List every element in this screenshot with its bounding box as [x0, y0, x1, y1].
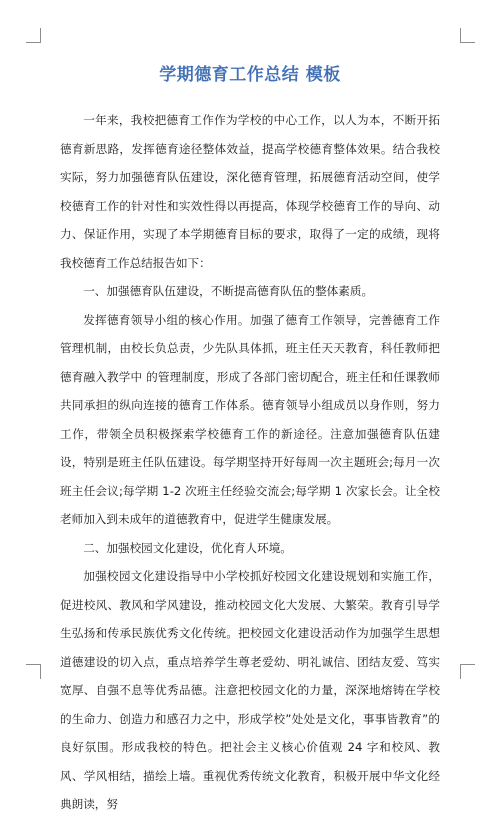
crop-mark-top-left: [26, 28, 41, 43]
crop-mark-top-right: [460, 28, 475, 43]
document-body: [60, 106, 440, 819]
document-title: 学期德育工作总结 模板: [159, 65, 341, 85]
paragraph-section-1: 发挥德育领导小组的核心作用。加强了德育工作领导，完善德育工作管理机制，由校长负总责，少先队具体抓，班主任天天教育，科任教师把德育融入教学中 的管理制度，形成了各部门密切配合，班主任和任课教师共同承担的纵向连接的德育工作体系。德育领导小组成员以身作则，努力工作，带领全员积极探索学校德育工作的新途径。注意加强德育队伍建设，特别是班主任队伍建设。每学期坚持开好每周一次主题班会;每月一次班主任会议;每学期 1-2 次班主任经验交流会;每学期 1 次家长会。让全校老师加入到未成年的道德教育中，促进学生健康发展。: [60, 312, 440, 526]
crop-mark-bottom-left: [26, 664, 41, 679]
paragraph-intro: 一年来，我校把德育工作作为学校的中心工作，以人为本，不断开拓德育新思路，发挥德育途径整体效益，提高学校德育整体效果。结合我校实际，努力加强德育队伍建设，深化德育管理，拓展德育活动空间，使学校德育工作的针对性和实效性得以再提高，体现学校德育工作的导向、动力、保证作用，实现了本学期德育目标的要求，取得了一定的成绩，现将我校德育工作总结报告如下：: [60, 113, 440, 270]
section-heading-1: 一、加强德育队伍建设，不断提高德育队伍的整体素质。: [83, 284, 374, 298]
paragraph-section-2: 加强校园文化建设指导中小学校抓好校园文化建设规划和实施工作，促进校风、教风和学风建设，推动校园文化大发展、大繁荣。教育引导学生弘扬和传承民族优秀文化传统。把校园文化建设活动作为加强学生思想道德建设的切入点，重点培养学生尊老爱幼、明礼诚信、团结友爱、笃实宽厚、自强不息等优秀品德。注意把校园文化的力量，深深地熔铸在学校的生命力、创造力和感召力之中，形成学校”处处是文化，事事皆教育”的良好氛围。形成我校的特色。把社会主义核心价值观 24 字和校风、教风、学风相结，描绘上墙。重视优秀传统文化教育，积极开展中华文化经典朗读，努: [60, 569, 440, 811]
crop-mark-bottom-right: [460, 664, 475, 679]
section-heading-2: 二、加强校园文化建设，优化育人环境。: [83, 540, 292, 555]
